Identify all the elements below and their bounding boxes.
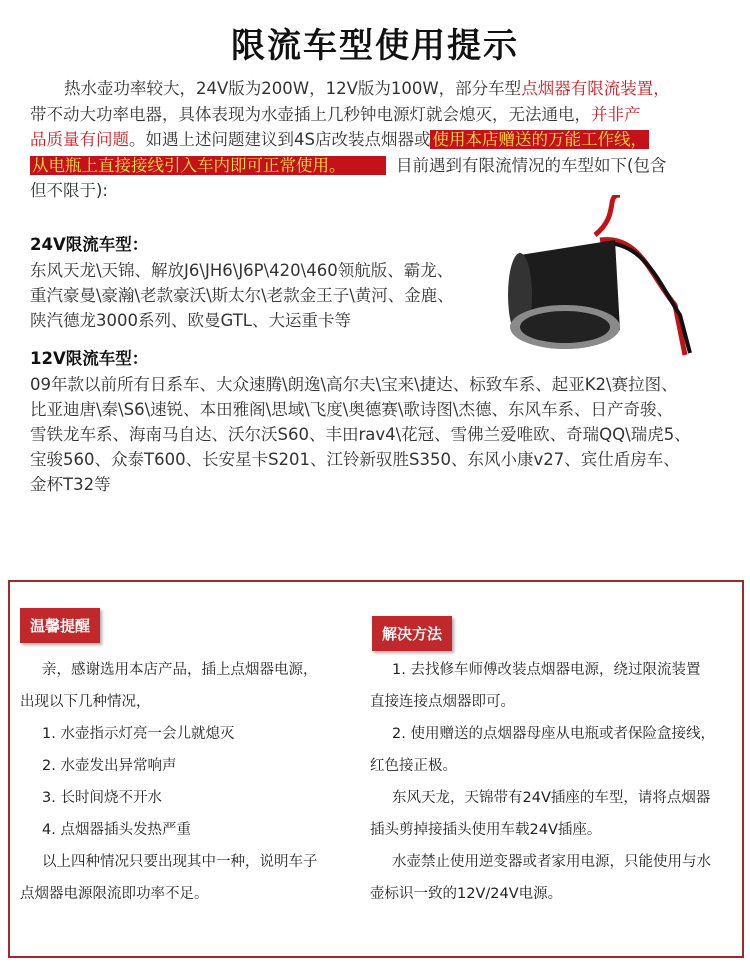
tips-line: 4. 点烟器插头发热严重 (42, 822, 191, 838)
section-24v-heading: 24V限流车型： (30, 235, 149, 254)
list-line: 金杯T32等 (30, 475, 111, 494)
intro-text: 。如遇上述问题建议到4S店改装点烟器或 (129, 130, 431, 149)
solution-line: 插头剪掉接插头使用车载24V插座。 (370, 822, 602, 838)
intro-text: 目前遇到有限流情况的车型如下(包含 (396, 155, 667, 175)
section-12v-heading: 12V限流车型： (30, 349, 149, 368)
solution-label: 解决方法 (372, 616, 452, 651)
solution-line: 水壶禁止使用逆变器或者家用电源，只能使用与水 (392, 854, 711, 870)
tips-line: 1. 水壶指示灯亮一会儿就熄灭 (42, 726, 235, 742)
list-line: 比亚迪唐\秦\S6\速锐、本田雅阁\思域\飞度\奥德赛\歌诗图\杰德、东风车系、日产奇骏、 (30, 400, 673, 419)
tips-line: 以上四种情况只要出现其中一种，说明车子 (42, 854, 318, 870)
list-line: 09年款以前所有日系车、大众速腾\朗逸\高尔夫\宝来\捷达、标致车系、起亚K2\赛拉图、 (30, 375, 678, 394)
intro-paragraph (30, 76, 730, 204)
solution-line: 直接连接点烟器即可。 (370, 694, 515, 710)
tips-line: 亲，感谢选用本店产品，插上点烟器电源， (42, 662, 318, 678)
tips-line: 2. 水壶发出异常响声 (42, 758, 177, 774)
list-line: 陕汽德龙3000系列、欧曼GTL、大运重卡等 (30, 311, 351, 330)
section-12v (30, 346, 691, 497)
tips-text (20, 654, 318, 910)
solution-line: 东风天龙，天锦带有24V插座的车型，请将点烟器 (392, 790, 711, 806)
list-line: 重汽豪曼\豪瀚\老款豪沃\斯太尔\老款金王子\黄河、金鹿、 (30, 286, 454, 305)
cigarette-socket-image (500, 195, 700, 365)
intro-highlight: 从电瓶上直接接线引入车内即可正常使用。 (30, 156, 386, 175)
intro-text: 带不动大功率电器，具体表现为水壶插上几秒钟电源灯就会熄灭，无法通电， (30, 104, 591, 124)
solution-line: 2. 使用赠送的点烟器母座从电瓶或者保险盒接线， (392, 726, 715, 742)
page-title: 限流车型使用提示 (231, 26, 519, 66)
solution-line: 壶标识一致的12V/24V电源。 (370, 886, 563, 902)
solution-text (370, 654, 715, 910)
intro-text: 但不限于): (30, 181, 108, 200)
intro-red: 并非产 (591, 104, 641, 124)
solution-line: 红色接正极。 (370, 758, 457, 774)
tips-line: 出现以下几种情况， (20, 694, 151, 710)
list-line: 宝骏560、众泰T600、长安星卡S201、江铃新驭胜S350、东风小康v27、宾仕盾房车、 (30, 450, 680, 469)
section-24v (30, 232, 454, 333)
list-line: 雪铁龙车系、海南马自达、沃尔沃S60、丰田rav4\花冠、雪佛兰爱唯欧、奇瑞QQ\瑞虎5、 (30, 425, 691, 444)
solution-line: 1. 去找修车师傅改装点烟器电源，绕过限流装置 (392, 662, 701, 678)
intro-red: 品质量有问题 (30, 130, 129, 149)
tips-label: 温馨提醒 (20, 608, 100, 643)
intro-red: 点烟器有限流装置， (521, 79, 670, 98)
intro-text: 热水壶功率较大，24V版为200W，12V版为100W，部分车型 (64, 79, 522, 98)
notice-box (8, 580, 744, 958)
intro-highlight: 使用本店赠送的万能工作线， (432, 130, 647, 149)
tips-line: 点烟器电源限流即功率不足。 (20, 886, 209, 902)
tips-line: 3. 长时间烧不开水 (42, 790, 162, 806)
list-line: 东风天龙\天锦、解放J6\JH6\J6P\420\460领航版、霸龙、 (30, 261, 454, 280)
